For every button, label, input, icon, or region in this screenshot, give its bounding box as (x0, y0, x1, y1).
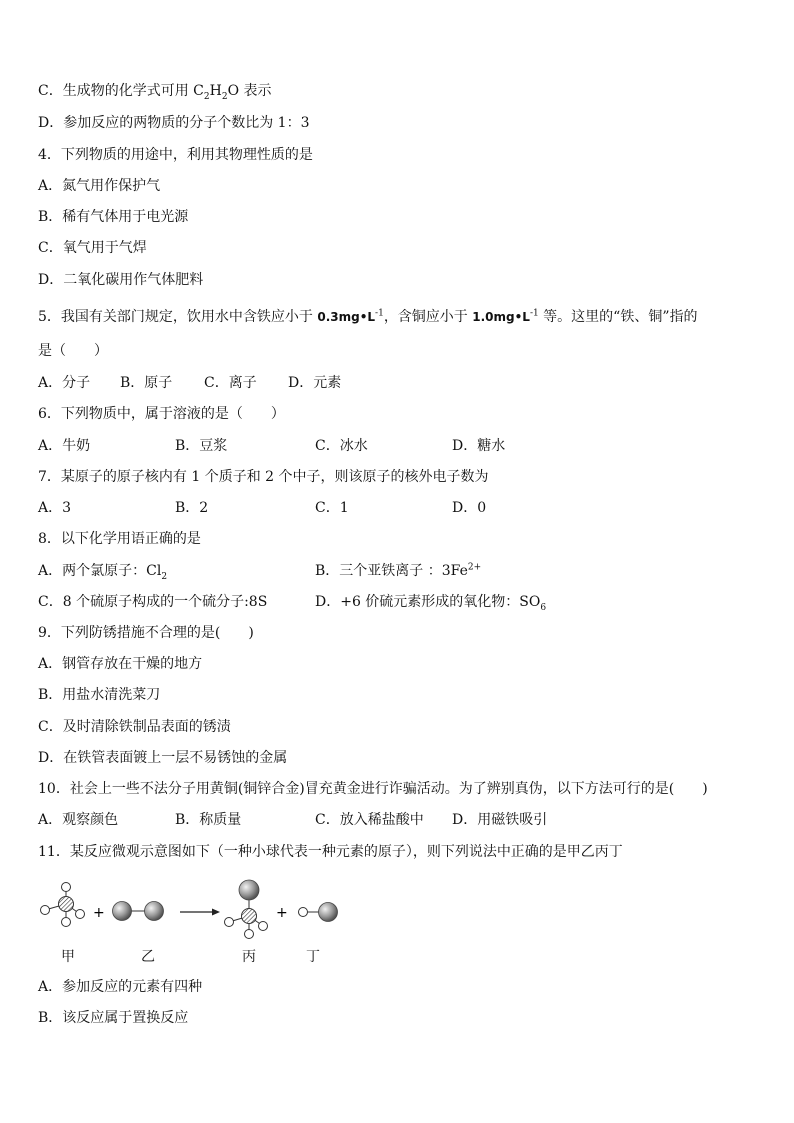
q4-option-a: A．氮气用作保护气 (38, 178, 161, 194)
molecule-ding (299, 903, 338, 922)
q7-option-a: A．3 (38, 500, 72, 516)
q6-option-c: C．冰水 (315, 438, 368, 454)
q9-option-c: C．及时清除铁制品表面的锈渍 (38, 719, 231, 735)
q9-option-d: D．在铁管表面镀上一层不易锈蚀的金属 (38, 750, 288, 766)
q9-option-a: A．钢管存放在干燥的地方 (38, 656, 203, 672)
q3-option-d: D．参加反应的两物质的分子个数比为 1：3 (38, 115, 310, 131)
label-bing: 丙 (242, 949, 256, 965)
q4-option-c: C．氧气用于气焊 (38, 240, 147, 256)
q8-option-d: D．+6 价硫元素形成的氧化物：$SO_6$ (315, 594, 547, 613)
plus-sign: + (93, 905, 105, 921)
q4-option-d: D．二氧化碳用作气体肥料 (38, 272, 204, 288)
reaction-diagram (30, 872, 360, 944)
q10-option-d: D．用磁铁吸引 (452, 812, 548, 828)
q11-stem: 11．某反应微观示意图如下（一种小球代表一种元素的原子），则下列说法中正确的是甲乙丙丁 (38, 844, 623, 860)
molecule-jia (41, 883, 85, 927)
q11-option-b: B．该反应属于置换反应 (38, 1010, 189, 1026)
q3-option-c: C．生成物的化学式可用 $C_2H_2O$ 表示 (38, 83, 272, 102)
label-ding: 丁 (306, 949, 320, 965)
label-jia: 甲 (61, 949, 75, 965)
q7-option-b: B．2 (175, 500, 209, 516)
q6-option-a: A．牛奶 (38, 438, 91, 454)
q8-option-b: B．三个亚铁离子 ：$3Fe^{2+}$ (315, 562, 482, 579)
q8-option-a: A．两个氯原子：$Cl_2$ (38, 563, 168, 582)
q10-option-b: B．称质量 (175, 812, 242, 828)
q4-option-b: B．稀有气体用于电光源 (38, 209, 189, 225)
q5-stem: 5．我国有关部门规定，饮用水中含铁应小于 $0.3mg•L^{-1}$，含铜应小于 $1.0mg•L^{-1}$ 等。这里的“铁、铜”指的 (38, 308, 698, 325)
q8-option-c: C．8 个硫原子构成的一个硫分子:8S (38, 594, 268, 610)
q10-option-a: A．观察颜色 (38, 812, 119, 828)
q6-stem: 6．下列物质中，属于溶液的是（ ） (38, 406, 285, 422)
q7-stem: 7．某原子的原子核内有 1 个质子和 2 个中子，则该原子的核外电子数为 (38, 469, 489, 485)
q6-option-b: B．豆浆 (175, 438, 228, 454)
q9-option-b: B．用盐水清洗菜刀 (38, 687, 161, 703)
q10-option-c: C．放入稀盐酸中 (315, 812, 424, 828)
q8-stem: 8．以下化学用语正确的是 (38, 531, 201, 547)
molecule-yi (113, 902, 164, 921)
q4-stem: 4．下列物质的用途中，利用其物理性质的是 (38, 147, 313, 163)
q7-option-c: C．1 (315, 500, 349, 516)
q5-option-b: B．原子 (120, 375, 173, 391)
q6-option-d: D．糖水 (452, 438, 506, 454)
q5-option-d: D．元素 (288, 375, 342, 391)
q10-stem: 10．社会上一些不法分子用黄铜(铜锌合金)冒充黄金进行诈骗活动。为了辨别真伪，以下方法可行的是( ) (38, 781, 708, 797)
q5-option-a: A．分子 (38, 375, 91, 391)
plus-sign: + (276, 905, 288, 921)
reaction-arrow (180, 909, 220, 916)
q5-option-c: C．离子 (204, 375, 257, 391)
q7-option-d: D．0 (452, 500, 487, 516)
q9-stem: 9．下列防锈措施不合理的是( ) (38, 625, 254, 641)
label-yi: 乙 (141, 949, 155, 965)
q5-stem-cont: 是（ ） (38, 343, 108, 359)
molecule-bing (225, 880, 268, 939)
q11-option-a: A．参加反应的元素有四种 (38, 979, 203, 995)
